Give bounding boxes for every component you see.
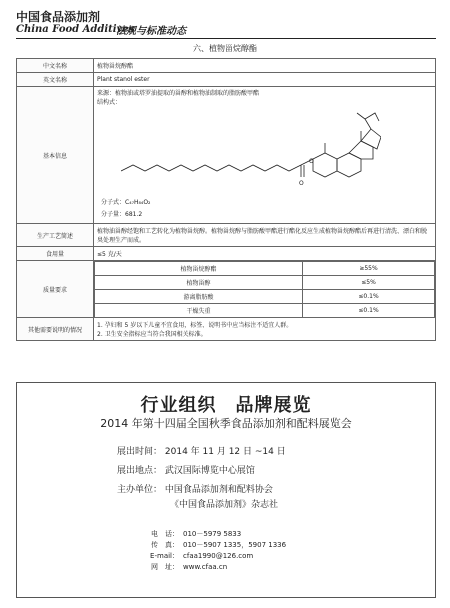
structure-formula-image [121,111,381,197]
contact-value: 010－5907 1335，5907 1336 [183,541,287,549]
quality-value: ≤5% [303,276,435,290]
quality-row [95,262,435,276]
label-en-name: 英文名称 [17,73,94,87]
quality-row [95,290,435,304]
value-other [94,318,436,341]
spec-table [16,58,436,341]
label-basic: 基本信息 [17,87,94,224]
value-en-name: Plant stanol ester [94,73,436,87]
time-label: 展出时间： [117,447,163,457]
quality-value: ≤0.1% [303,304,435,318]
brand-cn: 中国食品添加剂 [16,10,101,24]
place-row [117,464,417,479]
contact-label: 网 址： [151,563,179,571]
website-link[interactable]: www.cfaa.cn [183,563,228,571]
other-item: 1. 孕妇和 5 岁以下儿童不宜食用，标签、说明书中应当标注不适宜人群。 [97,322,293,329]
quality-name: 游离脂肪酸 [95,290,303,304]
ad-title: 行业组织 品牌展览 [140,395,312,416]
label-cn-name: 中文名称 [17,59,94,73]
label-dosage: 食用量 [17,247,94,261]
contact-label: 传 真： [151,541,179,549]
structure-box [97,89,432,221]
source-text: 来源：植物油或塔罗油提取的甾醇和植物油制取的脂肪酸甲酯 [97,90,260,97]
contact-label: 电 话： [151,530,179,538]
molecular-formula: 分子式：C₄₇H₈₄O₂ [101,199,151,206]
table-row [17,318,436,341]
quality-row [95,276,435,290]
quality-value: ≤0.1% [303,290,435,304]
section-title: 法规与标准动态 [116,26,186,37]
page-header [16,8,436,42]
ad-subtitle: 2014 年第十四届全国秋季食品添加剂和配料展览会 [100,417,352,430]
org-value-2: 《中国食品添加剂》杂志社 [170,500,279,510]
label-process: 生产工艺简述 [17,224,94,247]
time-row [117,445,417,460]
contact-line [145,551,385,562]
ad-contacts [145,529,385,573]
ad-details [117,445,417,517]
contact-value: 010－5979 5833 [183,530,242,538]
quality-table [94,261,435,317]
value-dosage: ≤5 克/天 [94,247,436,261]
org-row [117,483,417,513]
table-row [17,261,436,318]
contact-line [145,529,385,540]
other-item: 2. 卫生安全指标应当符合我国相关标准。 [97,331,207,338]
value-process: 植物油甾醇经饱和工艺转化为植物甾烷醇。植物甾烷醇与脂肪酸甲酯进行酯化反应生成植物甾烷醇酯后再进行清洗、漂白和脱臭处理生产而成。 [94,224,436,247]
basic-info-cell [94,87,436,224]
value-cn-name: 植物甾烷醇酯 [94,59,436,73]
label-quality: 质量要求 [17,261,94,318]
org-label: 主办单位： [117,485,163,495]
expo-advertisement [16,382,436,598]
header-divider [16,38,436,39]
table-row [17,59,436,73]
place-label: 展出地点： [117,466,163,476]
quality-cell [94,261,436,318]
contact-line [145,540,385,551]
table-row [17,224,436,247]
table-row [17,73,436,87]
quality-name: 干燥失重 [95,304,303,318]
contact-label: E-mail： [150,552,179,560]
molecular-weight: 分子量：681.2 [101,211,143,218]
article-title: 六、植物甾烷醇酯 [193,44,257,53]
table-row [17,87,436,224]
quality-row [95,304,435,318]
email-link[interactable]: cfaa1990@126.com [183,552,254,560]
contact-line [145,562,385,573]
structure-label: 结构式： [97,99,122,106]
table-row [17,247,436,261]
org-value-1: 中国食品添加剂和配料协会 [164,485,273,495]
label-other: 其他需要说明的情况 [17,318,94,341]
time-value: 2014 年 11 月 12 日 ~14 日 [164,447,286,457]
place-value: 武汉国际博览中心展馆 [164,466,255,476]
quality-name: 植物甾醇 [95,276,303,290]
svg-text:O: O [309,158,314,165]
quality-value: ≥55% [303,262,435,276]
quality-name: 植物甾烷醇酯 [95,262,303,276]
svg-text:O: O [299,180,304,187]
brand-en: China Food Additives [16,24,135,35]
